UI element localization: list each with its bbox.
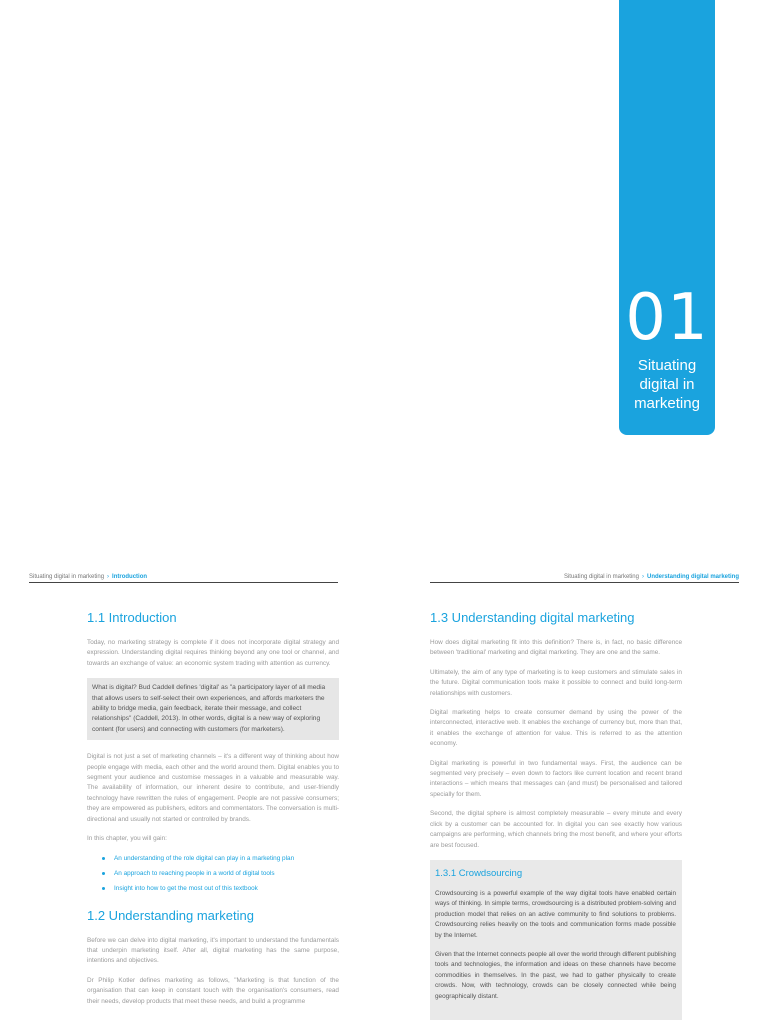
breadcrumb-separator-icon: › [641, 574, 644, 580]
breadcrumb-section: Situating digital in marketing [563, 574, 639, 580]
list-item: An understanding of the role digital can play in a marketing plan [87, 854, 339, 864]
breadcrumb-current: Introduction [112, 574, 148, 580]
left-page-content [87, 610, 339, 1016]
crowdsourcing-box [430, 860, 682, 1020]
definition-callout: What is digital? Bud Caddell defines 'digital' as "a participatory layer of all media that allows users to self-select their own experiences, and affords marketers the ability to bridge media, gain feedback, iterate their message, and collect relationships" (Caddell, 2013). In other words, digital is a new way of exploring content (for users) and connecting with customers (for marketers). [87, 678, 339, 740]
subsection-heading-crowdsourcing: 1.3.1 Crowdsourcing [435, 867, 523, 879]
chapter-tab [619, 0, 715, 435]
section-heading-introduction: 1.1 Introduction [87, 610, 177, 625]
box-paragraph: Crowdsourcing is a powerful example of the way digital tools have enabled certain ways of thinking. In simple terms, crowdsourcing is a distributed problem-solving and production model that relies on an active community to find solutions to problems. Crowdsourcing relies heavily on the tools and communication forms made possible by the Internet. [435, 889, 676, 939]
left-page-header [29, 573, 338, 583]
chapter-gains-lead: In this chapter, you will gain: [87, 835, 167, 843]
learning-outcomes-list [87, 854, 339, 894]
body-paragraph: Digital is not just a set of marketing channels – it's a different way of thinking about how people engage with media, each other and the world around them. Digital enables you to segment your audience and customise messages in a valuable and measurable way. The availability of information, our inherent desire to contribute, and user-friendly technology have rewritten the rules of engagement. People are not passive consumers; they are empowered as publishers, editors and commentators. The conversation is multi-directional and usually not started or controlled by brands. [87, 753, 339, 823]
body-paragraph: Second, the digital sphere is almost completely measurable – every minute and every click by a customer can be accounted for. In digital you can see exactly how various campaigns are performing, which channels bring the most benefit, and where your efforts are best focused. [430, 810, 682, 849]
box-paragraph: Given that the Internet connects people all over the world through different publishing tools and technologies, the information and ideas on these channels have become commodities in themselves. In the past, we had to gather physically to create crowds. Now, with technology, crowds can be closely connected while being geographically distant. [435, 950, 676, 1000]
chapter-title: Situating digital in marketing [634, 357, 700, 412]
breadcrumb-section: Situating digital in marketing [29, 574, 105, 580]
right-page-header [430, 573, 739, 583]
chapter-number: 01 [625, 281, 709, 355]
body-paragraph: Digital marketing helps to create consumer demand by using the power of the interconnected, interactive web. It enables the exchange of currency but, more than that, it enables the exchange of attention for value. This is referred to as the attention economy. [430, 709, 682, 748]
body-paragraph: Before we can delve into digital marketing, it's important to understand the fundamentals that underpin marketing itself. After all, digital marketing has the same purpose, intentions and objectives. [87, 936, 339, 965]
breadcrumb-separator-icon: › [107, 574, 110, 580]
breadcrumb-current: Understanding digital marketing [646, 574, 739, 580]
section-heading-understanding-marketing: 1.2 Understanding marketing [87, 907, 254, 923]
body-paragraph: How does digital marketing fit into this definition? There is, in fact, no basic difference between 'traditional' marketing and digital marketing. They are one and the same. [430, 639, 682, 657]
body-paragraph: Dr Philip Kotler defines marketing as follows, "Marketing is that function of the organisation that can keep in constant touch with the organisation's consumers, read their needs, develop products that meet these needs, and build a programme [87, 976, 339, 1005]
right-page-content [430, 610, 682, 1020]
body-paragraph: Digital marketing is powerful in two fundamental ways. First, the audience can be segmented very precisely – even down to factors like current location and recent brand interactions – which means that messages can (and must) be personalised and tailored specially for them. [430, 759, 682, 798]
body-paragraph: Ultimately, the aim of any type of marketing is to keep customers and stimulate sales in the future. Digital communication tools make it possible to connect and build long-term relationships with customers. [430, 668, 682, 697]
list-item: Insight into how to get the most out of this textbook [87, 884, 339, 894]
intro-paragraph: Today, no marketing strategy is complete if it does not incorporate digital strategy and expression. Understanding digital requires thinking beyond any one tool or channel, and towards an exchange of value: an economic system trading with attention as currency. [87, 639, 339, 667]
list-item: An approach to reaching people in a world of digital tools [87, 869, 339, 879]
section-heading-digital-marketing: 1.3 Understanding digital marketing [430, 610, 635, 625]
